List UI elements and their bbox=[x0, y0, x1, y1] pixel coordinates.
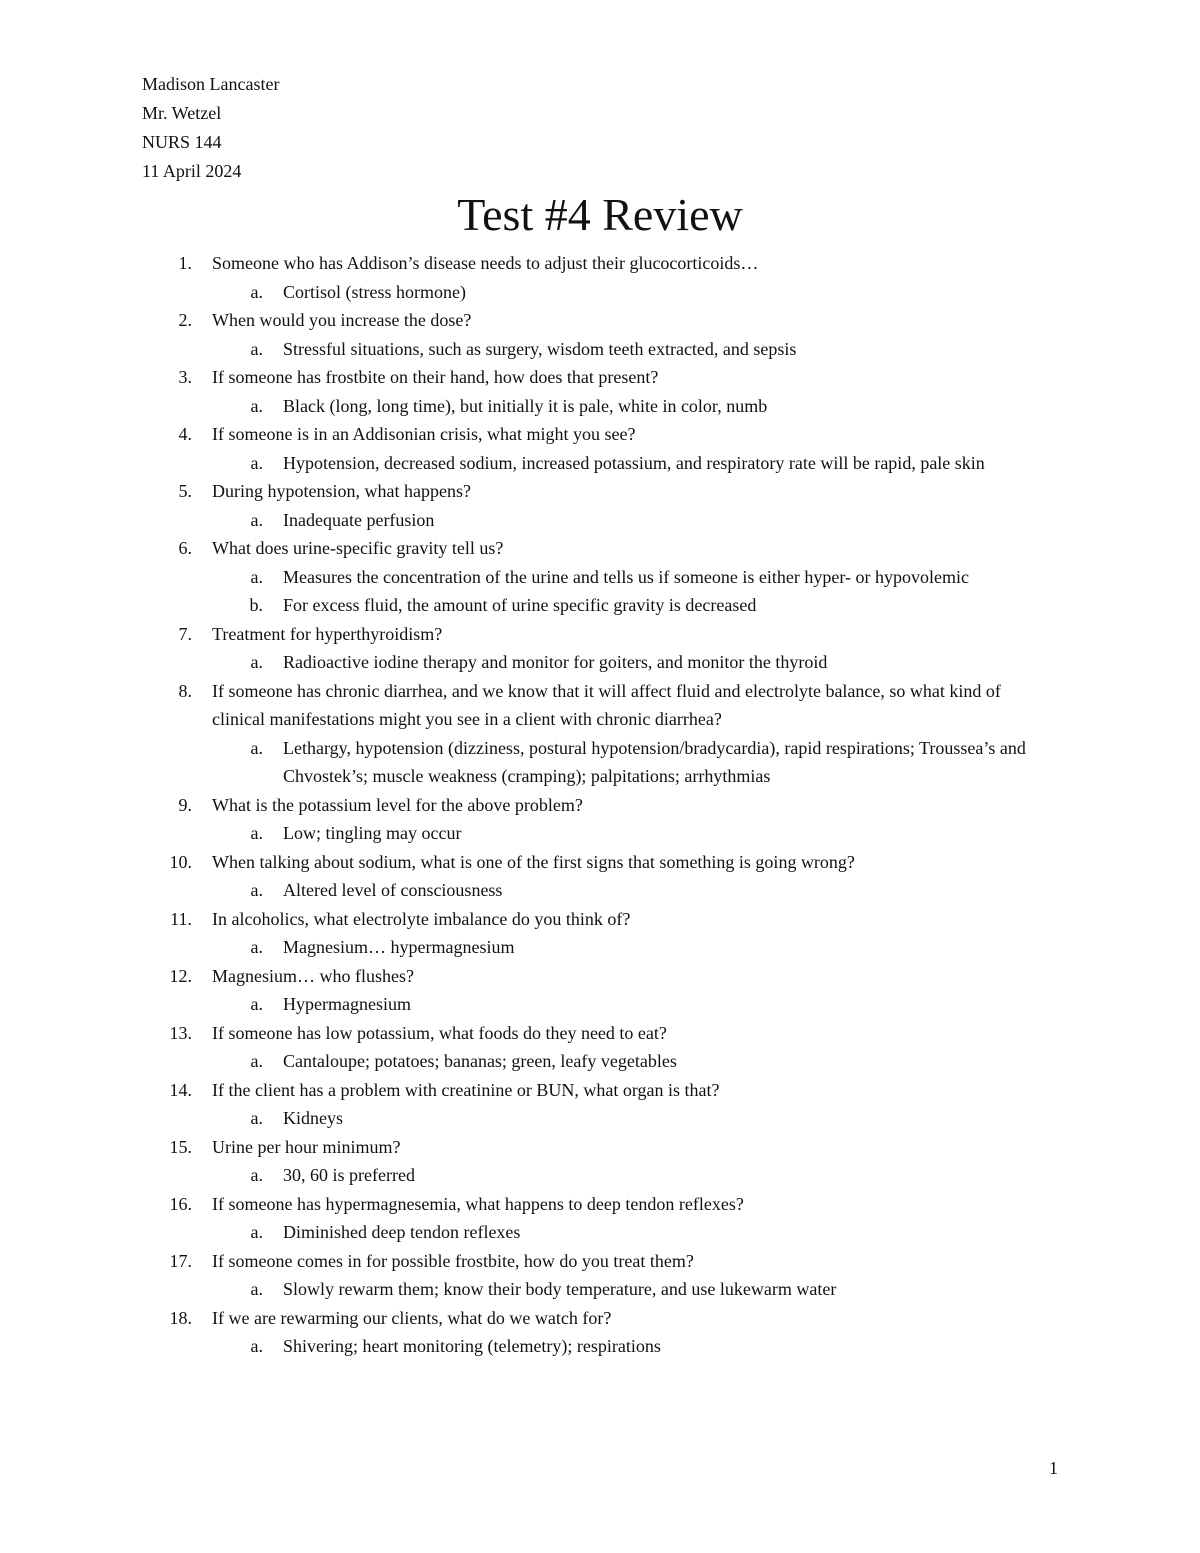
answer-text: Cantaloupe; potatoes; bananas; green, leafy vegetables bbox=[283, 1051, 677, 1071]
question-row bbox=[0, 620, 1200, 649]
answer-row bbox=[0, 1104, 1200, 1133]
question-text: During hypotension, what happens? bbox=[212, 481, 471, 501]
question-number: 12. bbox=[169, 965, 192, 986]
question-item bbox=[0, 848, 1200, 905]
question-number: 15. bbox=[169, 1136, 192, 1157]
question-text: Someone who has Addison’s disease needs to adjust their glucocorticoids… bbox=[212, 253, 759, 273]
question-text: Treatment for hyperthyroidism? bbox=[212, 623, 443, 644]
question-number: 3. bbox=[178, 367, 192, 387]
answer-letter: a. bbox=[250, 566, 263, 587]
answer-text: Lethargy, hypotension (dizziness, postural hypotension/bradycardia), rapid respirations; Troussea’s and Chvostek’s; muscle weakness (cramping); palpitations; arrhythmias bbox=[283, 737, 1026, 786]
question-text: If someone comes in for possible frostbite, how do you treat them? bbox=[212, 1250, 694, 1271]
question-text: What does urine-specific gravity tell us? bbox=[212, 538, 504, 558]
question-item bbox=[0, 1133, 1200, 1190]
course-code: NURS 144 bbox=[142, 132, 222, 152]
question-item bbox=[0, 1247, 1200, 1304]
answer-letter: a. bbox=[250, 1108, 263, 1128]
question-item bbox=[0, 620, 1200, 677]
question-item bbox=[0, 420, 1200, 477]
answer-text: 30, 60 is preferred bbox=[283, 1165, 415, 1185]
answer-text: Altered level of consciousness bbox=[283, 880, 503, 900]
question-item bbox=[0, 477, 1200, 534]
question-number: 8. bbox=[178, 680, 192, 701]
question-item bbox=[0, 962, 1200, 1019]
question-number: 7. bbox=[178, 623, 192, 644]
question-item bbox=[0, 249, 1200, 306]
answer-text: Diminished deep tendon reflexes bbox=[283, 1222, 521, 1242]
answer-letter: a. bbox=[250, 452, 263, 473]
answer-text: Stressful situations, such as surgery, wisdom teeth extracted, and sepsis bbox=[283, 338, 797, 359]
question-text: When talking about sodium, what is one of the first signs that something is going wrong? bbox=[212, 851, 855, 872]
answer-text: Measures the concentration of the urine and tells us if someone is either hyper- or hypovolemic bbox=[283, 566, 969, 587]
header-block bbox=[142, 70, 279, 186]
question-text: Urine per hour minimum? bbox=[212, 1136, 401, 1157]
answer-text: Low; tingling may occur bbox=[283, 823, 462, 843]
answer-row bbox=[0, 819, 1200, 848]
question-number: 17. bbox=[169, 1250, 192, 1271]
answer-letter: a. bbox=[250, 1279, 263, 1299]
answer-letter: a. bbox=[250, 880, 263, 900]
question-row bbox=[0, 477, 1200, 506]
question-row bbox=[0, 363, 1200, 392]
question-item bbox=[0, 306, 1200, 363]
answer-row bbox=[0, 591, 1200, 620]
answer-text: Kidneys bbox=[283, 1108, 343, 1128]
answer-row bbox=[0, 392, 1200, 421]
question-list bbox=[0, 249, 1200, 1361]
answer-letter: a. bbox=[250, 395, 263, 416]
question-row bbox=[0, 677, 1200, 734]
answer-row bbox=[0, 734, 1200, 791]
question-text: If someone has hypermagnesemia, what happens to deep tendon reflexes? bbox=[212, 1193, 744, 1214]
answer-row bbox=[0, 1047, 1200, 1076]
question-text: If the client has a problem with creatinine or BUN, what organ is that? bbox=[212, 1079, 720, 1100]
question-number: 18. bbox=[169, 1307, 192, 1328]
question-number: 1. bbox=[178, 253, 192, 273]
question-number: 11. bbox=[170, 908, 192, 929]
answer-letter: a. bbox=[250, 937, 263, 957]
question-row bbox=[0, 962, 1200, 991]
answer-letter: a. bbox=[250, 1165, 263, 1185]
answer-text: Shivering; heart monitoring (telemetry); respirations bbox=[283, 1336, 661, 1356]
question-row bbox=[0, 1076, 1200, 1105]
question-number: 6. bbox=[178, 538, 192, 558]
answer-row bbox=[0, 1275, 1200, 1304]
student-name: Madison Lancaster bbox=[142, 74, 280, 94]
answer-row bbox=[0, 990, 1200, 1019]
question-text: If someone is in an Addisonian crisis, what might you see? bbox=[212, 424, 636, 444]
answer-letter: a. bbox=[250, 509, 263, 530]
question-row bbox=[0, 1019, 1200, 1048]
answer-text: Slowly rewarm them; know their body temperature, and use lukewarm water bbox=[283, 1279, 837, 1299]
question-number: 13. bbox=[169, 1022, 192, 1043]
question-row bbox=[0, 249, 1200, 278]
question-item bbox=[0, 1190, 1200, 1247]
question-row bbox=[0, 1304, 1200, 1333]
answer-row bbox=[0, 1218, 1200, 1247]
answer-row bbox=[0, 1332, 1200, 1361]
question-item bbox=[0, 363, 1200, 420]
answer-letter: a. bbox=[250, 1051, 263, 1071]
question-number: 10. bbox=[169, 851, 192, 872]
question-item bbox=[0, 677, 1200, 791]
answer-text: Hypermagnesium bbox=[283, 994, 411, 1014]
question-row bbox=[0, 1190, 1200, 1219]
question-item bbox=[0, 534, 1200, 620]
answer-letter: a. bbox=[250, 1336, 263, 1356]
question-row bbox=[0, 534, 1200, 563]
answer-row bbox=[0, 1161, 1200, 1190]
question-number: 16. bbox=[169, 1193, 192, 1214]
answer-row bbox=[0, 876, 1200, 905]
question-text: If someone has chronic diarrhea, and we know that it will affect fluid and electrolyte balance, so what kind of clinical manifestations might you see in a client with chronic diarrhea? bbox=[212, 680, 1001, 729]
question-number: 4. bbox=[178, 424, 192, 444]
question-number: 5. bbox=[178, 481, 192, 501]
question-text: Magnesium… who flushes? bbox=[212, 965, 414, 986]
answer-row bbox=[0, 648, 1200, 677]
answer-letter: a. bbox=[250, 338, 263, 359]
answer-row bbox=[0, 335, 1200, 364]
answer-letter: a. bbox=[250, 1222, 263, 1242]
answer-text: Radioactive iodine therapy and monitor for goiters, and monitor the thyroid bbox=[283, 652, 828, 672]
question-text: If someone has frostbite on their hand, how does that present? bbox=[212, 367, 659, 387]
answer-text: Hypotension, decreased sodium, increased potassium, and respiratory rate will be rapid, pale skin bbox=[283, 452, 985, 473]
answer-row bbox=[0, 449, 1200, 478]
answer-letter: a. bbox=[250, 281, 263, 302]
answer-letter: b. bbox=[249, 595, 263, 615]
answer-row bbox=[0, 278, 1200, 307]
question-number: 9. bbox=[178, 794, 192, 815]
question-number: 14. bbox=[169, 1079, 192, 1100]
question-row bbox=[0, 905, 1200, 934]
question-text: If someone has low potassium, what foods do they need to eat? bbox=[212, 1022, 667, 1043]
answer-letter: a. bbox=[250, 652, 263, 672]
question-text: What is the potassium level for the above problem? bbox=[212, 794, 583, 815]
question-row bbox=[0, 791, 1200, 820]
answer-letter: a. bbox=[250, 823, 263, 843]
answer-letter: a. bbox=[250, 737, 263, 758]
answer-text: Inadequate perfusion bbox=[283, 509, 435, 530]
answer-row bbox=[0, 933, 1200, 962]
question-text: If we are rewarming our clients, what do we watch for? bbox=[212, 1307, 612, 1328]
question-text: In alcoholics, what electrolyte imbalance do you think of? bbox=[212, 908, 631, 929]
instructor-name: Mr. Wetzel bbox=[142, 103, 222, 123]
question-row bbox=[0, 1133, 1200, 1162]
question-number: 2. bbox=[178, 310, 192, 330]
answer-text: For excess fluid, the amount of urine specific gravity is decreased bbox=[283, 595, 757, 615]
question-item bbox=[0, 791, 1200, 848]
answer-text: Cortisol (stress hormone) bbox=[283, 281, 466, 302]
answer-row bbox=[0, 563, 1200, 592]
question-item bbox=[0, 1019, 1200, 1076]
answer-text: Black (long, long time), but initially it is pale, white in color, numb bbox=[283, 395, 768, 416]
question-item bbox=[0, 905, 1200, 962]
question-row bbox=[0, 1247, 1200, 1276]
answer-text: Magnesium… hypermagnesium bbox=[283, 937, 515, 957]
question-row bbox=[0, 420, 1200, 449]
page-number: 1 bbox=[1049, 1458, 1058, 1478]
question-text: When would you increase the dose? bbox=[212, 310, 472, 330]
answer-row bbox=[0, 506, 1200, 535]
question-row bbox=[0, 306, 1200, 335]
document-title: Test #4 Review bbox=[457, 189, 743, 240]
question-item bbox=[0, 1304, 1200, 1361]
document-date: 11 April 2024 bbox=[142, 161, 242, 181]
answer-letter: a. bbox=[250, 994, 263, 1014]
question-item bbox=[0, 1076, 1200, 1133]
question-row bbox=[0, 848, 1200, 877]
